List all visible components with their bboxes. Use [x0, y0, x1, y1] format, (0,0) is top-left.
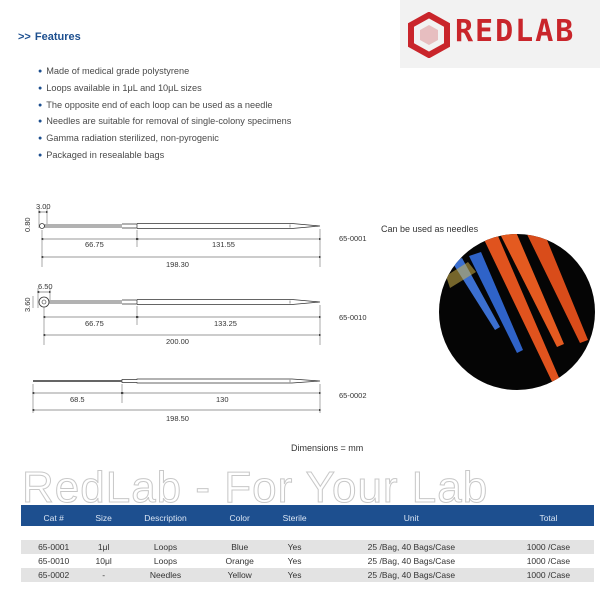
product-table: [21, 505, 594, 582]
drawing3-total-dim: 198.50: [166, 414, 189, 423]
drawing1-code: 65-0001: [339, 234, 367, 243]
watermark-text: RedLab - For Your Lab: [22, 463, 489, 512]
feature-item: ● Made of medical grade polystyrene: [38, 64, 291, 81]
table-row: [21, 554, 594, 568]
table-cell: [269, 526, 319, 540]
drawing-65-0010: [23, 282, 367, 346]
drawing-65-0002: [33, 379, 367, 423]
drawing2-seg1-dim: 66.75: [85, 319, 104, 328]
table-row: [21, 568, 594, 582]
feature-item: ● Packaged in resealable bags: [38, 148, 291, 165]
features-prefix: >>: [18, 31, 31, 43]
table-cell: Needles: [121, 568, 210, 582]
drawing3-code: 65-0002: [339, 391, 367, 400]
technical-drawings: [0, 195, 380, 425]
features-heading: [18, 31, 81, 43]
table-cell: Orange: [210, 554, 269, 568]
table-cell: [21, 526, 86, 540]
table-row: [21, 526, 594, 540]
dimensions-note: Dimensions = mm: [291, 443, 364, 453]
table-cell: 25 /Bag, 40 Bags/Case: [320, 540, 503, 554]
feature-item: ● Needles are suitable for removal of single-colony specimens: [38, 114, 291, 131]
feature-item: ● The opposite end of each loop can be used as a needle: [38, 98, 291, 115]
table-cell: [121, 526, 210, 540]
photo-caption: Can be used as needles: [381, 224, 479, 234]
table-cell: [320, 526, 503, 540]
drawing1-tip-dim: 3.00: [36, 202, 51, 211]
col-header-unit: Unit: [320, 505, 503, 526]
table-cell: 25 /Bag, 40 Bags/Case: [320, 568, 503, 582]
table-cell: 25 /Bag, 40 Bags/Case: [320, 554, 503, 568]
features-title: Features: [34, 31, 81, 43]
col-header-sterile: Sterile: [269, 505, 319, 526]
table-cell: Yes: [269, 554, 319, 568]
feature-item: ● Loops available in 1μL and 10μL sizes: [38, 81, 291, 98]
table-cell: 65-0001: [21, 540, 86, 554]
drawing1-seg1-dim: 66.75: [85, 240, 104, 249]
col-header-color: Color: [210, 505, 269, 526]
table-header-row: [21, 505, 594, 526]
brand-name: REDLAB: [455, 14, 576, 49]
table-cell: 1000 /Case: [503, 554, 594, 568]
table-cell: 10μl: [86, 554, 121, 568]
drawing2-code: 65-0010: [339, 313, 367, 322]
col-header-total: Total: [503, 505, 594, 526]
drawing1-seg2-dim: 131.55: [212, 240, 235, 249]
table-cell: 65-0010: [21, 554, 86, 568]
drawing1-total-dim: 198.30: [166, 260, 189, 269]
table-cell: Yes: [269, 568, 319, 582]
feature-item: ● Gamma radiation sterilized, non-pyrogenic: [38, 131, 291, 148]
table-cell: [210, 526, 269, 540]
drawing3-seg2-dim: 130: [216, 395, 229, 404]
col-header-description: Description: [121, 505, 210, 526]
table-cell: 1000 /Case: [503, 540, 594, 554]
table-cell: [86, 526, 121, 540]
drawing2-tip-dim: 6.50: [38, 282, 53, 291]
table-cell: [503, 526, 594, 540]
table-cell: 1000 /Case: [503, 568, 594, 582]
table-cell: Loops: [121, 554, 210, 568]
table-row: [21, 540, 594, 554]
features-list: [38, 64, 291, 165]
table-cell: Blue: [210, 540, 269, 554]
drawing2-total-dim: 200.00: [166, 337, 189, 346]
table-cell: 1μl: [86, 540, 121, 554]
table-cell: 65-0002: [21, 568, 86, 582]
drawing1-height-dim: 0.80: [23, 217, 32, 232]
table-cell: Loops: [121, 540, 210, 554]
drawing2-height-dim: 3.60: [23, 297, 32, 312]
needles-photo: [438, 232, 596, 392]
col-header-cat: Cat #: [21, 505, 86, 526]
table-cell: -: [86, 568, 121, 582]
drawing3-seg1-dim: 68.5: [70, 395, 85, 404]
table-cell: Yes: [269, 540, 319, 554]
drawing2-seg2-dim: 133.25: [214, 319, 237, 328]
drawing-65-0001: [23, 202, 367, 269]
col-header-size: Size: [86, 505, 121, 526]
table-cell: Yellow: [210, 568, 269, 582]
